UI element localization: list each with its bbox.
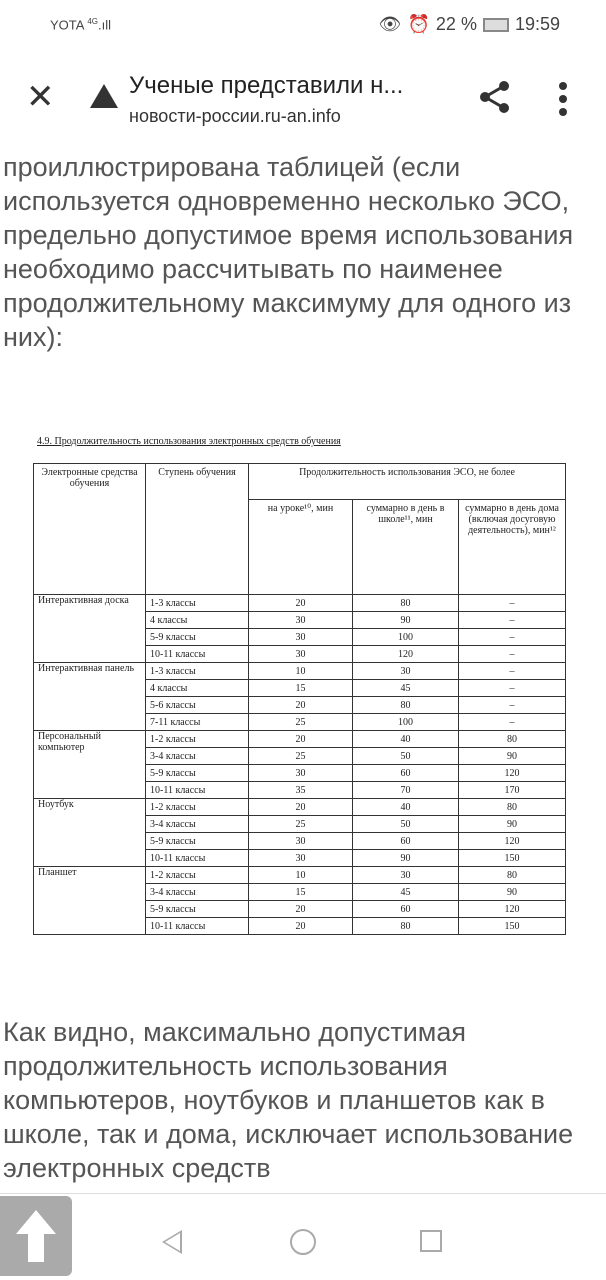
article-content	[0, 140, 606, 1193]
home-cell: –	[459, 680, 566, 697]
warning-icon[interactable]	[90, 84, 118, 108]
device-cell: Ноутбук	[34, 799, 146, 867]
home-cell: 90	[459, 816, 566, 833]
school-cell: 60	[353, 833, 459, 850]
page-url: новости-россии.ru-an.info	[129, 106, 341, 126]
alarm-icon: ⏰	[407, 14, 430, 34]
carrier	[50, 17, 111, 32]
home-cell: 170	[459, 782, 566, 799]
status-bar	[0, 0, 606, 50]
lesson-cell: 25	[249, 714, 353, 731]
school-cell: 90	[353, 850, 459, 867]
grade-cell: 3-4 классы	[146, 816, 249, 833]
table-row	[34, 595, 566, 612]
share-icon[interactable]	[478, 80, 512, 114]
header-device: Электронные средства обучения	[34, 464, 146, 595]
lesson-cell: 25	[249, 748, 353, 765]
lesson-cell: 15	[249, 884, 353, 901]
home-cell: 90	[459, 748, 566, 765]
home-cell: –	[459, 595, 566, 612]
school-cell: 80	[353, 697, 459, 714]
system-nav-bar	[0, 1193, 606, 1280]
header-lesson: на уроке¹⁰, мин	[249, 500, 353, 595]
lesson-cell: 35	[249, 782, 353, 799]
grade-cell: 3-4 классы	[146, 884, 249, 901]
article-paragraph: Как видно, максимально допустимая продолжительность использования компьютеров, ноутбуков и планшетов как в школе, так и дома, исключает использование электронных средств	[3, 1017, 574, 1183]
table-row	[34, 799, 566, 816]
device-cell: Персональный компьютер	[34, 731, 146, 799]
grade-cell: 7-11 классы	[146, 714, 249, 731]
clock: 19:59	[514, 14, 560, 34]
grade-cell: 1-3 классы	[146, 595, 249, 612]
device-cell: Интерактивная доска	[34, 595, 146, 663]
home-cell: 80	[459, 799, 566, 816]
home-cell: 80	[459, 867, 566, 884]
grade-cell: 1-2 классы	[146, 867, 249, 884]
home-cell: –	[459, 663, 566, 680]
page-title: Ученые представили н...	[129, 72, 404, 99]
home-cell: 120	[459, 901, 566, 918]
grade-cell: 1-2 классы	[146, 799, 249, 816]
grade-cell: 4 классы	[146, 680, 249, 697]
lesson-cell: 20	[249, 918, 353, 935]
school-cell: 100	[353, 629, 459, 646]
grade-cell: 10-11 классы	[146, 782, 249, 799]
home-cell: –	[459, 714, 566, 731]
grade-cell: 10-11 классы	[146, 850, 249, 867]
arrow-up-icon	[14, 1208, 58, 1264]
home-cell: –	[459, 629, 566, 646]
grade-cell: 1-3 классы	[146, 663, 249, 680]
signal-icon: .ıll	[98, 17, 112, 33]
table-row	[34, 663, 566, 680]
home-cell: 90	[459, 884, 566, 901]
home-cell: 120	[459, 833, 566, 850]
home-cell: 80	[459, 731, 566, 748]
grade-cell: 3-4 классы	[146, 748, 249, 765]
home-icon[interactable]	[290, 1229, 316, 1255]
grade-cell: 5-9 классы	[146, 901, 249, 918]
lesson-cell: 30	[249, 765, 353, 782]
school-cell: 30	[353, 867, 459, 884]
table-image	[33, 436, 565, 935]
school-cell: 70	[353, 782, 459, 799]
lesson-cell: 20	[249, 697, 353, 714]
school-cell: 90	[353, 612, 459, 629]
school-cell: 40	[353, 799, 459, 816]
browser-toolbar	[0, 50, 606, 140]
school-cell: 60	[353, 901, 459, 918]
article-paragraph: проиллюстрирована таблицей (если используется одновременно несколько ЭСО, предельно допустимое время использования необходимо рассчитывать по наименее продолжительному максимуму для одного из них):	[3, 152, 574, 352]
school-cell: 50	[353, 816, 459, 833]
lesson-cell: 20	[249, 731, 353, 748]
school-cell: 100	[353, 714, 459, 731]
grade-cell: 1-2 классы	[146, 731, 249, 748]
table-row	[34, 731, 566, 748]
school-cell: 80	[353, 918, 459, 935]
scroll-to-top-button[interactable]	[0, 1196, 72, 1276]
back-icon[interactable]	[162, 1230, 182, 1254]
home-cell: –	[459, 646, 566, 663]
lesson-cell: 25	[249, 816, 353, 833]
lesson-cell: 20	[249, 901, 353, 918]
home-cell: 120	[459, 765, 566, 782]
recents-icon[interactable]	[420, 1230, 442, 1252]
lesson-cell: 15	[249, 680, 353, 697]
lesson-cell: 30	[249, 612, 353, 629]
grade-cell: 5-9 классы	[146, 765, 249, 782]
header-school: суммарно в день в школе¹¹, мин	[353, 500, 459, 595]
lesson-cell: 30	[249, 833, 353, 850]
school-cell: 60	[353, 765, 459, 782]
grade-cell: 4 классы	[146, 612, 249, 629]
lesson-cell: 10	[249, 663, 353, 680]
header-duration: Продолжительность использования ЭСО, не более	[249, 464, 566, 500]
lesson-cell: 20	[249, 595, 353, 612]
battery-percent: 22 %	[435, 14, 477, 34]
header-home: суммарно в день дома (включая досуговую деятельность), мин¹²	[459, 500, 566, 595]
lesson-cell: 10	[249, 867, 353, 884]
close-icon[interactable]: ✕	[26, 78, 55, 116]
school-cell: 45	[353, 680, 459, 697]
header-grade: Ступень обучения	[146, 464, 249, 595]
lesson-cell: 30	[249, 646, 353, 663]
carrier-name: YOTA	[50, 17, 84, 33]
table-caption: 4.9. Продолжительность использования электронных средств обучения	[37, 436, 341, 447]
grade-cell: 10-11 классы	[146, 918, 249, 935]
lesson-cell: 30	[249, 850, 353, 867]
home-cell: –	[459, 697, 566, 714]
more-menu-icon[interactable]	[559, 82, 567, 116]
lesson-cell: 20	[249, 799, 353, 816]
school-cell: 80	[353, 595, 459, 612]
table-row	[34, 867, 566, 884]
eye-icon: 👁	[378, 14, 402, 34]
home-cell: 150	[459, 850, 566, 867]
school-cell: 45	[353, 884, 459, 901]
home-cell: 150	[459, 918, 566, 935]
school-cell: 120	[353, 646, 459, 663]
grade-cell: 10-11 классы	[146, 646, 249, 663]
school-cell: 50	[353, 748, 459, 765]
eso-duration-table	[33, 463, 566, 935]
grade-cell: 5-9 классы	[146, 629, 249, 646]
grade-cell: 5-6 классы	[146, 697, 249, 714]
device-cell: Планшет	[34, 867, 146, 935]
network-type: 4G	[87, 17, 99, 26]
device-cell: Интерактивная панель	[34, 663, 146, 731]
grade-cell: 5-9 классы	[146, 833, 249, 850]
school-cell: 30	[353, 663, 459, 680]
battery-icon	[483, 18, 509, 32]
lesson-cell: 30	[249, 629, 353, 646]
home-cell: –	[459, 612, 566, 629]
school-cell: 40	[353, 731, 459, 748]
